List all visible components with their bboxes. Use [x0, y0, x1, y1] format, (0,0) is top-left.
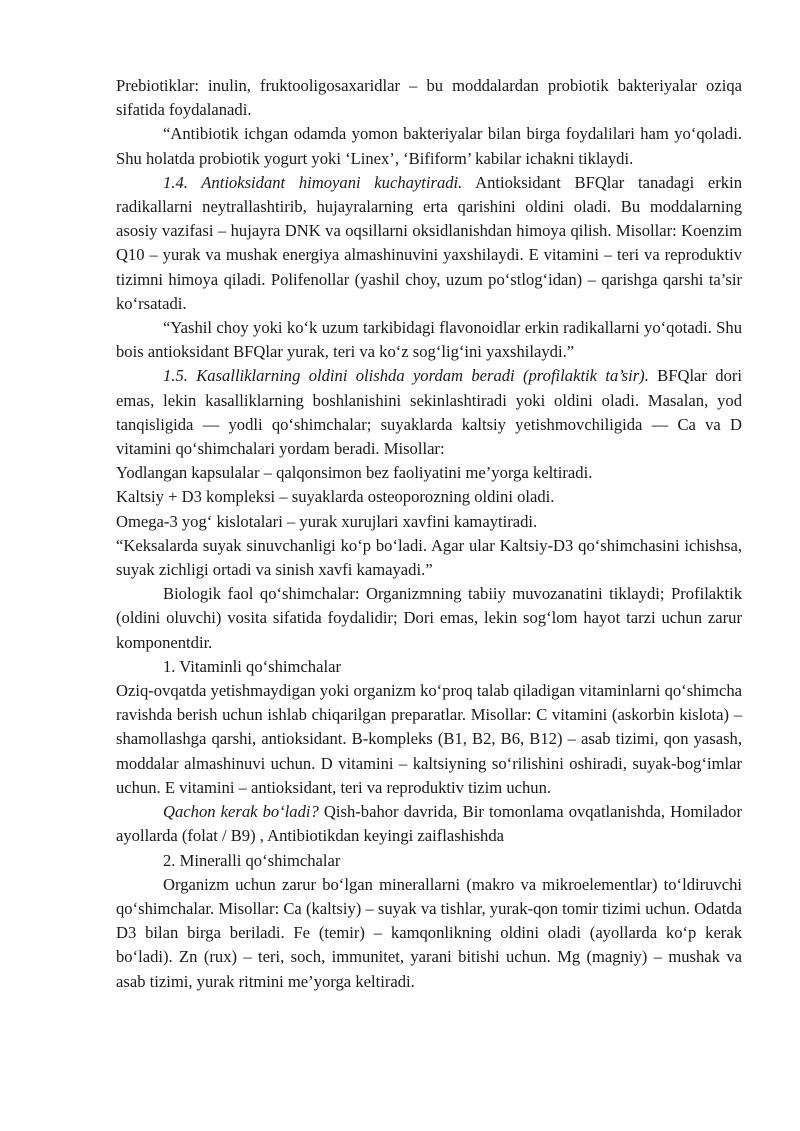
paragraph-elderly-quote: “Keksalarda suyak sinuvchanligi ko‘p bo‘ladi. Agar ular Kaltsiy-D3 qo‘shimchasini ichishsa, suyak zichligi ortadi va sinish xavfi kamayadi.” — [116, 535, 742, 580]
subheading-mineral-supplements: 2. Mineralli qo‘shimchalar — [163, 850, 341, 870]
example-iodine: Yodlangan kapsulalar – qalqonsimon bez faoliyatini me’yorga keltiradi. — [116, 463, 593, 483]
paragraph-when-needed — [116, 800, 742, 848]
document-page — [116, 74, 742, 994]
paragraph-prophylactic — [116, 364, 742, 461]
paragraph-antibiotic-quote: “Antibiotik ichgan odamda yomon bakteriyalar bilan birga foydalilari ham yo‘qoladi. Shu holatda probiotik yogurt yoki ‘Linex’, ‘Bifiform’ kabilar ichakni tiklaydi. — [116, 124, 742, 168]
paragraph-antioxidant-body: Antioksidant BFQlar tanadagi erkin radikallarni neytrallashtirib, hujayralarning erta qarishini oldini oladi. Bu moddalarning asosiy vazifasi – hujayra DNK va oqsillarni oksidlanishdan himoya qilish. Misollar: Koenzim Q10 – yurak va mushak energiya almashinuvini yaxshilaydi. E vitamini – teri va reproduktiv tizimni himoya qiladi. Polifenollar (yashil choy, uzum po‘stlog‘idan) – qarishga qarshi ta’sir ko‘rsatadi. — [116, 172, 742, 313]
subheading-vitamin-supplements: 1. Vitaminli qo‘shimchalar — [163, 656, 341, 676]
paragraph-minerals: Organizm uchun zarur bo‘lgan minerallarni (makro va mikroelementlar) to‘ldiruvchi qo‘shimchalar. Misollar: Ca (kaltsiy) – suyak va tishlar, yurak-qon tomir tizimi uchun. Odatda D3 bilan birga beriladi. Fe (temir) – kamqonlikning oldini oladi (ayollarda ko‘p kerak bo‘ladi). Zn (rux) – teri, soch, immunitet, yarani bitishi uchun. Mg (magniy) – mushak va asab tizimi, yurak ritmini me’yorga keltiradi. — [116, 874, 742, 991]
paragraph-green-tea-quote: “Yashil choy yoki ko‘k uzum tarkibidagi flavonoidlar erkin radikallarni yo‘qotadi. Shu bois antioksidant BFQlar yurak, teri va ko‘z sog‘lig‘ini yaxshilaydi.” — [116, 318, 742, 362]
paragraph-bfq-summary: Biologik faol qo‘shimchalar: Organizmning tabiiy muvozanatini tiklaydi; Profilaktik (oldini oluvchi) vosita sifatida foydalidir; Dori emas, lekin sog‘lom hayot tarzi uchun zarur komponentdir. — [116, 584, 742, 652]
section-heading-1-5: 1.5. Kasalliklarning oldini olishda yordam beradi (profilaktik ta’sir). — [163, 366, 649, 386]
question-when-needed: Qachon kerak bo‘ladi? — [163, 802, 319, 822]
example-calcium-d3: Kaltsiy + D3 kompleksi – suyaklarda osteoporozning oldini oladi. — [116, 487, 555, 507]
section-heading-1-4: 1.4. Antioksidant himoyani kuchaytiradi. — [163, 172, 463, 192]
example-omega3: Omega-3 yog‘ kislotalari – yurak xurujlari xavfini kamaytiradi. — [116, 511, 538, 531]
paragraph-when-needed-body: Qish-bahor davrida, Bir tomonlama ovqatlanishda, Homilador ayollarda (folat / B9) , Antibiotikdan keyingi zaiflashishda — [116, 802, 742, 846]
paragraph-prebiotics: Prebiotiklar: inulin, fruktooligosaxaridlar – bu moddalardan probiotik bakteriyalar oziqa sifatida foydalanadi. — [116, 76, 742, 120]
paragraph-prophylactic-body: BFQlar dori emas, lekin kasalliklarning boshlanishini sekinlashtiradi yoki oldini oladi. Masalan, yod tanqisligida — yodli qo‘shimchalar; suyaklarda kaltsiy yetishmovchiligida — Ca va D vitamini qo‘shimchalari yordam beradi. Misollar: — [116, 366, 742, 459]
paragraph-antioxidant — [116, 171, 742, 316]
paragraph-vitamins: Oziq-ovqatda yetishmaydigan yoki organizm ko‘proq talab qiladigan vitaminlarni qo‘shimcha ravishda berish uchun ishlab chiqarilgan preparatlar. Misollar: C vitamini (askorbin kislota) – shamollashga qarshi, antioksidant. B-kompleks (B1, B2, B6, B12) – asab tizimi, qon yasash, moddalar almashinuvi uchun. D vitamini – kaltsiyning so‘rilishini oshiradi, suyak-bog‘imlar uchun. E vitamini – antioksidant, teri va reproduktiv tizim uchun. — [116, 681, 742, 797]
